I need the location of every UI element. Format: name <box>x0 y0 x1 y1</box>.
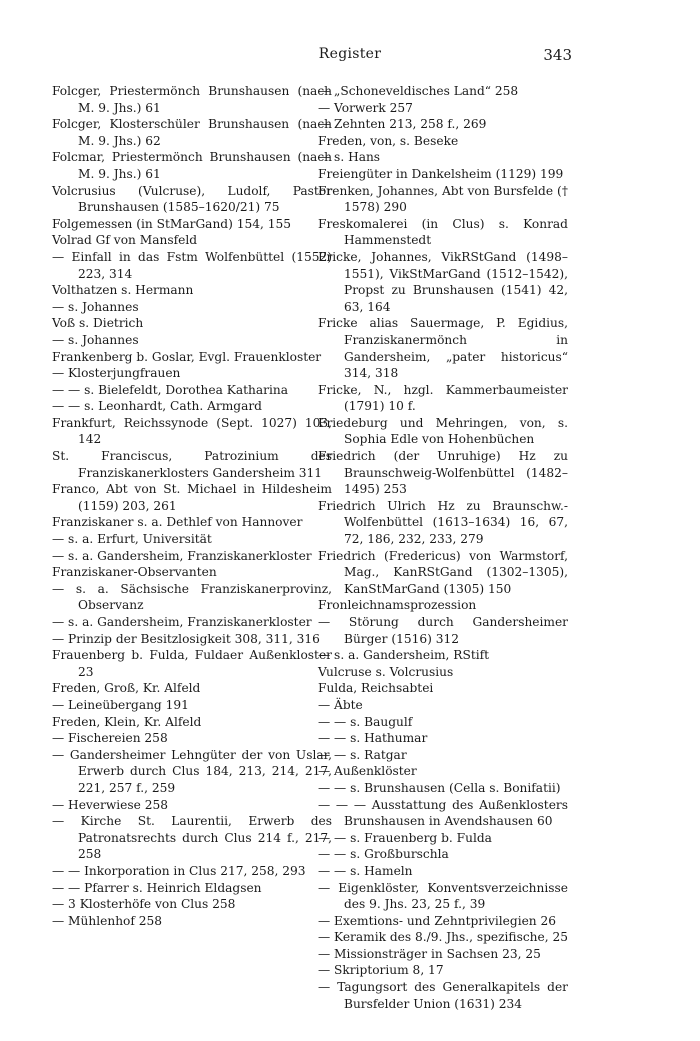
index-entry-text: — — s. Ratgar <box>318 747 407 762</box>
index-entry-text: — — s. Hameln <box>318 863 413 878</box>
index-entry-text: — Störung durch Gandersheimer Bürger (1516) 312 <box>318 615 568 646</box>
index-entry <box>52 216 332 233</box>
index-entry <box>318 249 568 315</box>
index-entry <box>318 830 568 847</box>
index-entry <box>52 896 332 913</box>
index-entry-text: — — s. Leonhardt, Cath. Armgard <box>52 399 262 414</box>
index-entry-text: — — s. Bielefeldt, Dorothea Katharina <box>52 382 288 397</box>
index-entry <box>52 581 332 614</box>
index-entry-text: — Missionsträger in Sachsen 23, 25 <box>318 946 541 961</box>
index-entry <box>52 415 332 448</box>
index-entry <box>52 880 332 897</box>
index-entry <box>318 100 568 117</box>
header-title: Register <box>318 46 382 62</box>
index-entry <box>318 597 568 614</box>
index-entry <box>318 946 568 963</box>
index-entry-text: Friedrich (der Unruhige) Hz zu Braunschweig-Wolfenbüttel (1482–1495) 253 <box>318 449 568 497</box>
index-entry <box>318 149 568 166</box>
index-entry <box>52 332 332 349</box>
index-entry <box>318 730 568 747</box>
index-entry-text: Freden, Klein, Kr. Alfeld <box>52 714 202 729</box>
index-entry <box>318 548 568 598</box>
index-entry <box>318 763 568 780</box>
index-entry <box>52 365 332 382</box>
index-entry-text: Fronleichnamsprozession <box>318 598 477 613</box>
index-entry <box>318 846 568 863</box>
index-entry-text: — Eigenklöster, Konventsverzeichnisse des 9. Jhs. 23, 25 f., 39 <box>318 880 568 912</box>
index-entry-text: Vulcruse s. Volcrusius <box>318 664 454 679</box>
index-entry <box>318 498 568 548</box>
index-entry-text: — Prinzip der Besitzlosigkeit 308, 311, 316 <box>52 631 320 646</box>
index-entry <box>318 664 568 681</box>
index-entry-text: — s. a. Sächsische Franziskanerprovinz, Observanz <box>52 581 332 613</box>
index-entry-text: — 3 Klosterhöfe von Clus 258 <box>52 897 236 912</box>
index-entry-text: — Keramik des 8./9. Jhs., spezifische, 25 <box>318 930 568 945</box>
index-entry <box>318 979 568 1012</box>
index-entry-text: Volthatzen s. Hermann <box>52 283 194 298</box>
index-entry <box>52 398 332 415</box>
index-entry-text: Fricke alias Sauermage, P. Egidius, Franziskanermönch in Gandersheim, „pater historicus“ 314, 318 <box>318 316 568 381</box>
index-entry-text: — Mühlenhof 258 <box>52 913 163 928</box>
index-entry <box>318 448 568 498</box>
index-entry <box>52 548 332 565</box>
index-entry-text: Voß s. Dietrich <box>52 316 144 331</box>
index-entry-text: — Tagungsort des Generalkapitels der Bursfelder Union (1631) 234 <box>318 980 568 1011</box>
index-entry-text: — Vorwerk 257 <box>318 100 413 115</box>
index-entry-text: Folcmar, Priestermönch Brunshausen (nach M. 9. Jhs.) 61 <box>52 150 332 181</box>
index-entry <box>52 183 332 216</box>
index-entry-text: — — s. Hathumar <box>318 731 428 746</box>
index-entry <box>318 714 568 731</box>
index-entry-text: — s. a. Gandersheim, RStift <box>318 648 490 663</box>
index-entry-text: — Heverwiese 258 <box>52 797 168 812</box>
index-entry <box>318 133 568 150</box>
index-entry-text: — — Pfarrer s. Heinrich Eldagsen <box>52 880 262 895</box>
index-entry <box>318 680 568 697</box>
index-entry-text: Folcger, Priestermönch Brunshausen (nach M. 9. Jhs.) 61 <box>52 84 332 115</box>
index-entry <box>52 614 332 631</box>
index-entry-text: — s. Hans <box>318 150 381 165</box>
index-entry-text: — Einfall in das Fstm Wolfenbüttel (1552) 223, 314 <box>52 249 332 281</box>
index-entry <box>52 913 332 930</box>
index-entry-text: — Skriptorium 8, 17 <box>318 963 444 978</box>
index-entry-text: — Gandersheimer Lehngüter der von Uslar, Erwerb durch Clus 184, 213, 214, 217, 221, 257 f., 259 <box>52 747 332 795</box>
index-entry <box>52 282 332 299</box>
index-entry-text: — Außenklöster <box>318 764 417 779</box>
index-entry-text: — — s. Baugulf <box>318 714 413 729</box>
index-entry <box>318 647 568 664</box>
left-index-column <box>52 83 332 929</box>
index-entry <box>318 166 568 183</box>
index-entry-text: Frenken, Johannes, Abt von Bursfelde († 1578) 290 <box>318 183 568 215</box>
index-entry <box>318 780 568 797</box>
right-index-column <box>318 83 568 1012</box>
index-entry <box>52 448 332 481</box>
index-entry-text: — Exemtions- und Zehntprivilegien 26 <box>318 913 557 928</box>
index-entry-text: Friedrich (Fredericus) von Warmstorf, Mag., KanRStGand (1302–1305), KanStMarGand (1305) 150 <box>318 548 568 596</box>
index-entry <box>52 564 332 581</box>
index-entry <box>52 514 332 531</box>
index-entry-text: — Fischereien 258 <box>52 731 168 746</box>
index-entry <box>318 913 568 930</box>
index-entry <box>52 797 332 814</box>
index-entry-text: Frankfurt, Reichssynode (Sept. 1027) 103, 142 <box>52 415 332 447</box>
index-entry-text: — — — Ausstattung des Außenklosters Brunshausen in Avendshausen 60 <box>318 797 568 829</box>
index-entry <box>318 697 568 714</box>
index-entry-text: — s. a. Gandersheim, Franziskanerkloster <box>52 548 312 563</box>
index-entry-text: — s. a. Erfurt, Universität <box>52 532 212 547</box>
index-entry-text: Friedrich Ulrich Hz zu Braunschw.-Wolfenbüttel (1613–1634) 16, 67, 72, 186, 232, 233, 279 <box>318 498 568 547</box>
index-entry-text: — — s. Brunshausen (Cella s. Bonifatii) <box>318 780 561 795</box>
index-entry-text: Folcger, Klosterschüler Brunshausen (nach M. 9. Jhs.) 62 <box>52 117 332 148</box>
index-entry <box>52 747 332 797</box>
index-entry <box>52 116 332 149</box>
index-entry-text: Freden, von, s. Beseke <box>318 133 459 148</box>
index-entry-text: Fricke, Johannes, VikRStGand (1498–1551), VikStMarGand (1512–1542), Propst zu Brunshausen (1541) 42, 63, 164 <box>318 249 568 314</box>
index-entry <box>52 647 332 680</box>
index-entry-text: Frankenberg b. Goslar, Evgl. Frauenkloster <box>52 349 322 364</box>
index-entry <box>52 697 332 714</box>
index-entry <box>318 880 568 913</box>
index-entry <box>52 149 332 182</box>
index-entry <box>52 315 332 332</box>
index-entry-text: Franziskaner s. a. Dethlef von Hannover <box>52 515 303 530</box>
index-entry <box>318 863 568 880</box>
index-entry <box>318 415 568 448</box>
index-entry-text: Frauenberg b. Fulda, Fuldaer Außenkloster 23 <box>52 648 332 679</box>
index-entry <box>318 315 568 381</box>
index-entry <box>52 531 332 548</box>
index-entry <box>52 83 332 116</box>
index-entry <box>318 614 568 647</box>
index-entry <box>52 813 332 863</box>
index-entry-text: — Zehnten 213, 258 f., 269 <box>318 117 487 132</box>
index-entry <box>52 730 332 747</box>
index-entry <box>318 962 568 979</box>
index-entry <box>52 631 332 648</box>
index-entry-text: — s. a. Gandersheim, Franziskanerkloster <box>52 615 312 629</box>
index-entry-text: Freden, Groß, Kr. Alfeld <box>52 681 201 696</box>
index-entry-text: Freiengüter in Dankelsheim (1129) 199 <box>318 166 564 181</box>
index-entry <box>318 216 568 249</box>
index-entry <box>318 747 568 764</box>
index-entry <box>52 481 332 514</box>
index-entry-text: — — s. Frauenberg b. Fulda <box>318 830 492 845</box>
index-entry-text: Franziskaner-Observanten <box>52 565 217 580</box>
index-entry-text: St. Franciscus, Patrozinium des Franziskanerklosters Gandersheim 311 <box>52 449 332 480</box>
index-entry-text: — — s. Großburschla <box>318 847 449 862</box>
index-entry <box>52 232 332 249</box>
index-entry <box>52 714 332 731</box>
index-entry <box>318 929 568 946</box>
index-entry-text: Fulda, Reichsabtei <box>318 681 434 696</box>
page-number: 343 <box>543 46 572 64</box>
index-entry <box>52 349 332 366</box>
index-entry-text: Volrad Gf von Mansfeld <box>52 233 198 248</box>
index-entry <box>52 299 332 316</box>
index-entry-text: — Kirche St. Laurentii, Erwerb des Patronatsrechts durch Clus 214 f., 217, 258 <box>52 814 332 862</box>
index-entry-text: — Leineübergang 191 <box>52 697 189 712</box>
index-entry-text: — s. Johannes <box>52 332 139 347</box>
index-entry <box>52 863 332 880</box>
index-entry <box>318 116 568 133</box>
index-entry-text: Friedeburg und Mehringen, von, s. Sophia Edle von Hohenbüchen <box>318 415 568 447</box>
index-entry-text: — „Schoneveldisches Land“ 258 <box>318 84 519 98</box>
index-entry <box>318 382 568 415</box>
index-entry <box>318 797 568 830</box>
index-entry-text: — Äbte <box>318 697 363 712</box>
index-entry-text: Folgemessen (in StMarGand) 154, 155 <box>52 216 292 231</box>
index-entry-text: Freskomalerei (in Clus) s. Konrad Hammenstedt <box>318 216 568 248</box>
index-entry <box>318 83 568 100</box>
index-entry-text: — — Inkorporation in Clus 217, 258, 293 <box>52 863 306 878</box>
index-entry-text: Franco, Abt von St. Michael in Hildesheim (1159) 203, 261 <box>52 482 332 513</box>
index-entry <box>52 249 332 282</box>
index-entry <box>52 680 332 697</box>
index-entry-text: — s. Johannes <box>52 299 139 314</box>
index-entry-text: Fricke, N., hzgl. Kammerbaumeister (1791) 10 f. <box>318 382 568 414</box>
index-entry-text: — Klosterjungfrauen <box>52 366 181 381</box>
index-entry <box>52 382 332 399</box>
index-entry-text: Volcrusius (Vulcruse), Ludolf, Pastor Brunshausen (1585–1620/21) 75 <box>52 183 332 215</box>
index-entry <box>318 183 568 216</box>
